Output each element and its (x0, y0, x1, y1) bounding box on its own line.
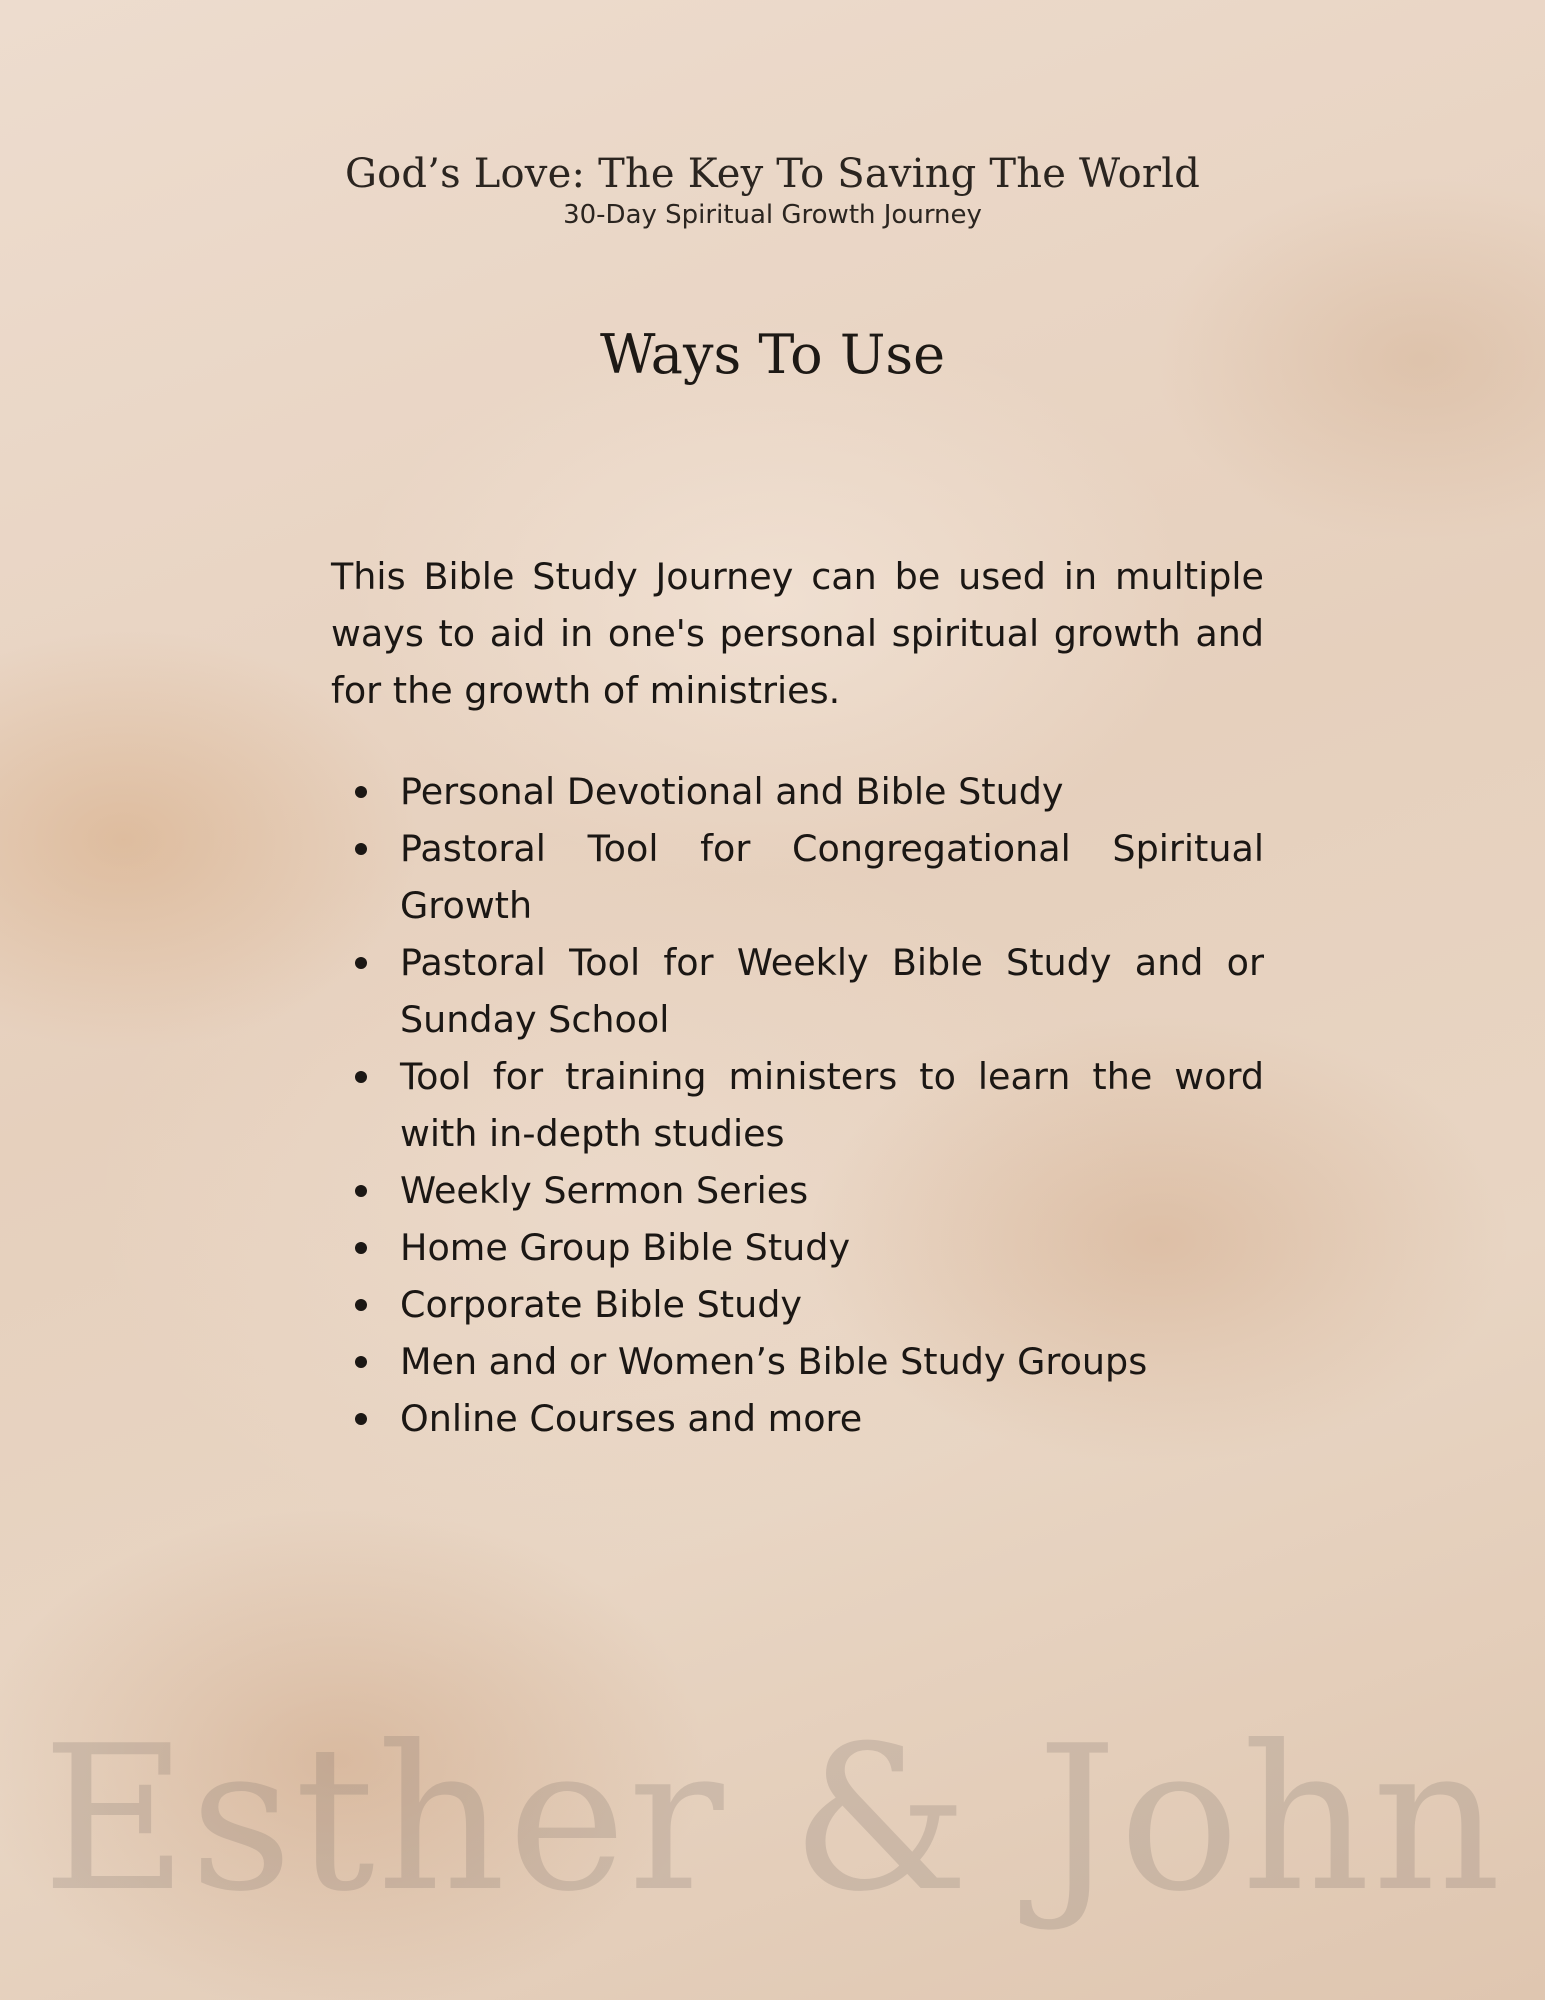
list-item-text: Weekly Sermon Series (400, 1169, 809, 1212)
list-item (331, 820, 1264, 934)
bullet-icon (355, 786, 367, 798)
bullet-icon (355, 843, 367, 855)
uses-list (331, 763, 1264, 1447)
bullet-icon (355, 957, 367, 969)
list-item (331, 1276, 1264, 1333)
list-item (331, 1048, 1264, 1162)
document-header (0, 150, 1545, 232)
list-item-text: Pastoral Tool for Weekly Bible Study and or Sunday School (400, 941, 1264, 1041)
list-item-text: Pastoral Tool for Congregational Spiritual Growth (400, 827, 1264, 927)
bullet-icon (355, 1242, 367, 1254)
bullet-icon (355, 1413, 367, 1425)
bullet-icon (355, 1071, 367, 1083)
list-item (331, 934, 1264, 1048)
list-item-text: Men and or Women’s Bible Study Groups (400, 1340, 1148, 1383)
list-item (331, 1219, 1264, 1276)
list-item-text: Online Courses and more (400, 1397, 863, 1440)
list-item (331, 1162, 1264, 1219)
main-content (331, 548, 1264, 1447)
document-title: God’s Love: The Key To Saving The World (344, 151, 1201, 197)
list-item (331, 763, 1264, 820)
author-watermark: Esther & John (41, 1703, 1504, 1936)
bullet-icon (355, 1356, 367, 1368)
page-heading: Ways To Use (599, 323, 946, 386)
document-subtitle: 30-Day Spiritual Growth Journey (563, 200, 982, 230)
list-item (331, 1390, 1264, 1447)
list-item (331, 1333, 1264, 1390)
list-item-text: Personal Devotional and Bible Study (400, 770, 1064, 813)
list-item-text: Tool for training ministers to learn the word with in-depth studies (400, 1055, 1264, 1155)
bullet-icon (355, 1185, 367, 1197)
list-item-text: Home Group Bible Study (400, 1226, 851, 1269)
bullet-icon (355, 1299, 367, 1311)
intro-paragraph: This Bible Study Journey can be used in multiple ways to aid in one's personal spiritual growth and for the growth of ministries. (331, 555, 1264, 712)
list-item-text: Corporate Bible Study (400, 1283, 802, 1326)
